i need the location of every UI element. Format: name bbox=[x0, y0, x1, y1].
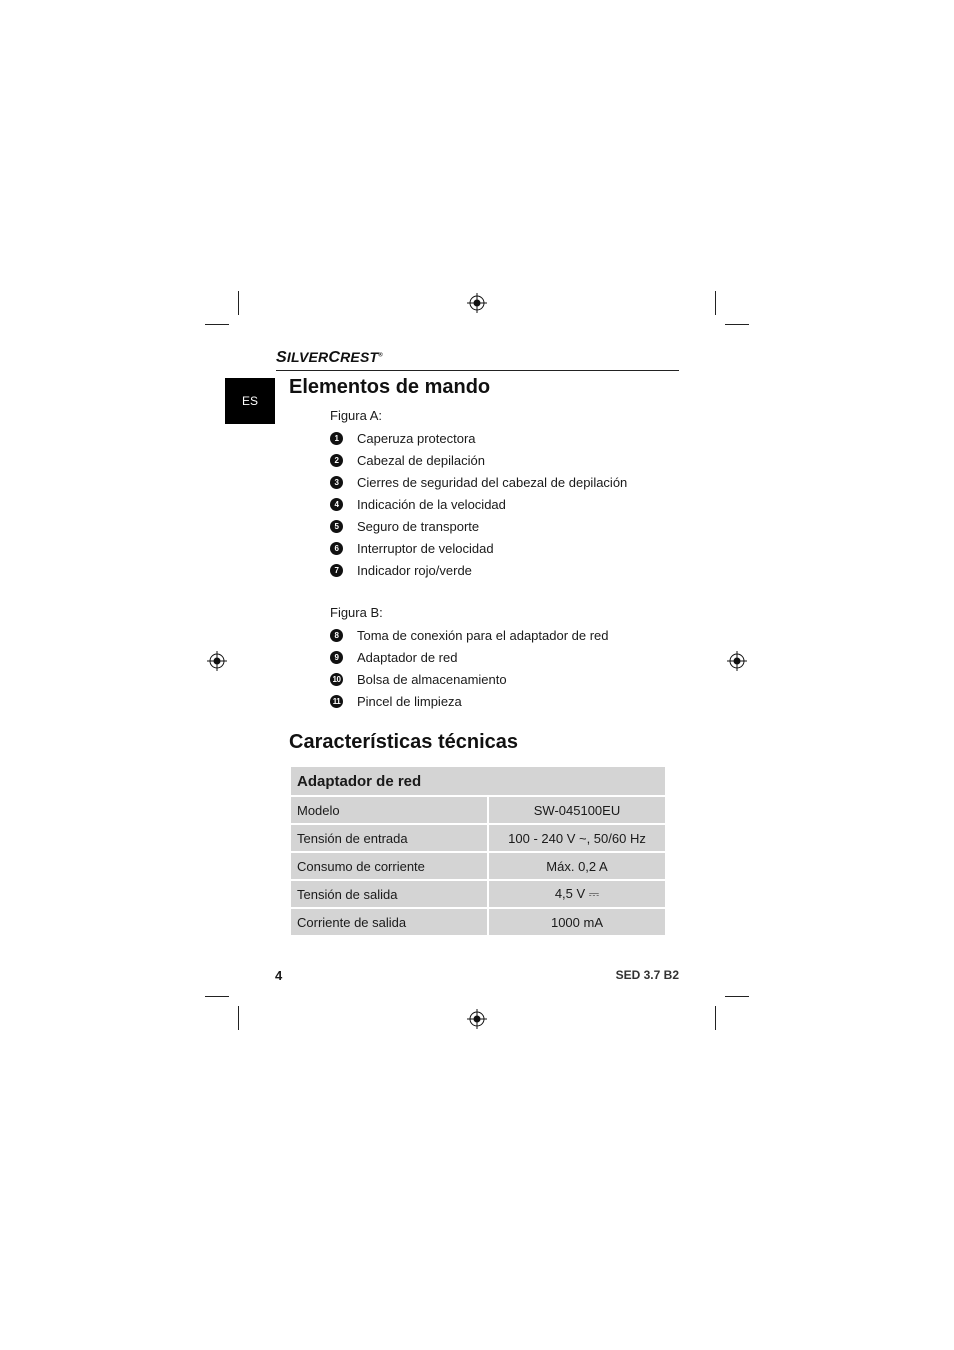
spec-label: Tensión de salida bbox=[290, 880, 488, 908]
spec-value: 1000 mA bbox=[488, 908, 666, 936]
spec-value: 100 - 240 V ~, 50/60 Hz bbox=[488, 824, 666, 852]
crop-mark bbox=[205, 324, 229, 325]
crop-mark bbox=[725, 996, 749, 997]
table-row bbox=[290, 908, 666, 936]
page-number: 4 bbox=[275, 968, 283, 983]
table-heading: Adaptador de red bbox=[290, 766, 666, 796]
figure-b-list bbox=[330, 624, 609, 712]
crop-mark bbox=[238, 291, 239, 315]
section-title-controls: Elementos de mando bbox=[289, 376, 491, 398]
crop-mark bbox=[205, 996, 229, 997]
spec-label: Corriente de salida bbox=[290, 908, 488, 936]
list-item: 1 Caperuza protectora bbox=[330, 427, 627, 449]
list-item: 7 Indicador rojo/verde bbox=[330, 559, 627, 581]
crop-mark bbox=[715, 1006, 716, 1030]
brand-logo: SILVERCREST® bbox=[276, 349, 383, 366]
list-item: 4 Indicación de la velocidad bbox=[330, 493, 627, 515]
model-code: SED 3.7 B2 bbox=[615, 968, 679, 982]
list-item: 11 Pincel de limpieza bbox=[330, 690, 609, 712]
spec-label: Tensión de entrada bbox=[290, 824, 488, 852]
crop-mark bbox=[238, 1006, 239, 1030]
number-badge: 8 bbox=[330, 629, 343, 642]
header-rule bbox=[276, 370, 679, 371]
number-badge: 9 bbox=[330, 651, 343, 664]
table-header-row bbox=[290, 766, 666, 796]
figure-b-label: Figura B: bbox=[330, 605, 383, 620]
language-tab: ES bbox=[225, 378, 275, 424]
spec-table bbox=[289, 765, 667, 937]
figure-a-list bbox=[330, 427, 627, 581]
registration-mark-icon bbox=[467, 1009, 487, 1029]
spec-value: SW-045100EU bbox=[488, 796, 666, 824]
table-row bbox=[290, 796, 666, 824]
crop-mark bbox=[715, 291, 716, 315]
list-item: 5 Seguro de transporte bbox=[330, 515, 627, 537]
table-row bbox=[290, 852, 666, 880]
spec-value: 4,5 V ⎓ bbox=[488, 880, 666, 908]
list-item: 6 Interruptor de velocidad bbox=[330, 537, 627, 559]
number-badge: 7 bbox=[330, 564, 343, 577]
table-row bbox=[290, 824, 666, 852]
number-badge: 5 bbox=[330, 520, 343, 533]
spec-label: Modelo bbox=[290, 796, 488, 824]
spec-label: Consumo de corriente bbox=[290, 852, 488, 880]
list-item: 2 Cabezal de depilación bbox=[330, 449, 627, 471]
number-badge: 10 bbox=[330, 673, 343, 686]
number-badge: 11 bbox=[330, 695, 343, 708]
list-item: 3 Cierres de seguridad del cabezal de depilación bbox=[330, 471, 627, 493]
list-item: 9 Adaptador de red bbox=[330, 646, 609, 668]
registration-mark-icon bbox=[207, 651, 227, 671]
list-item: 10 Bolsa de almacenamiento bbox=[330, 668, 609, 690]
section-title-specs: Características técnicas bbox=[289, 731, 519, 753]
spec-value: Máx. 0,2 A bbox=[488, 852, 666, 880]
figure-a-label: Figura A: bbox=[330, 408, 383, 423]
registration-mark-icon bbox=[727, 651, 747, 671]
table-row bbox=[290, 880, 666, 908]
number-badge: 1 bbox=[330, 432, 343, 445]
number-badge: 6 bbox=[330, 542, 343, 555]
crop-mark bbox=[725, 324, 749, 325]
number-badge: 2 bbox=[330, 454, 343, 467]
registration-mark-icon bbox=[467, 293, 487, 313]
number-badge: 4 bbox=[330, 498, 343, 511]
list-item: 8 Toma de conexión para el adaptador de red bbox=[330, 624, 609, 646]
number-badge: 3 bbox=[330, 476, 343, 489]
